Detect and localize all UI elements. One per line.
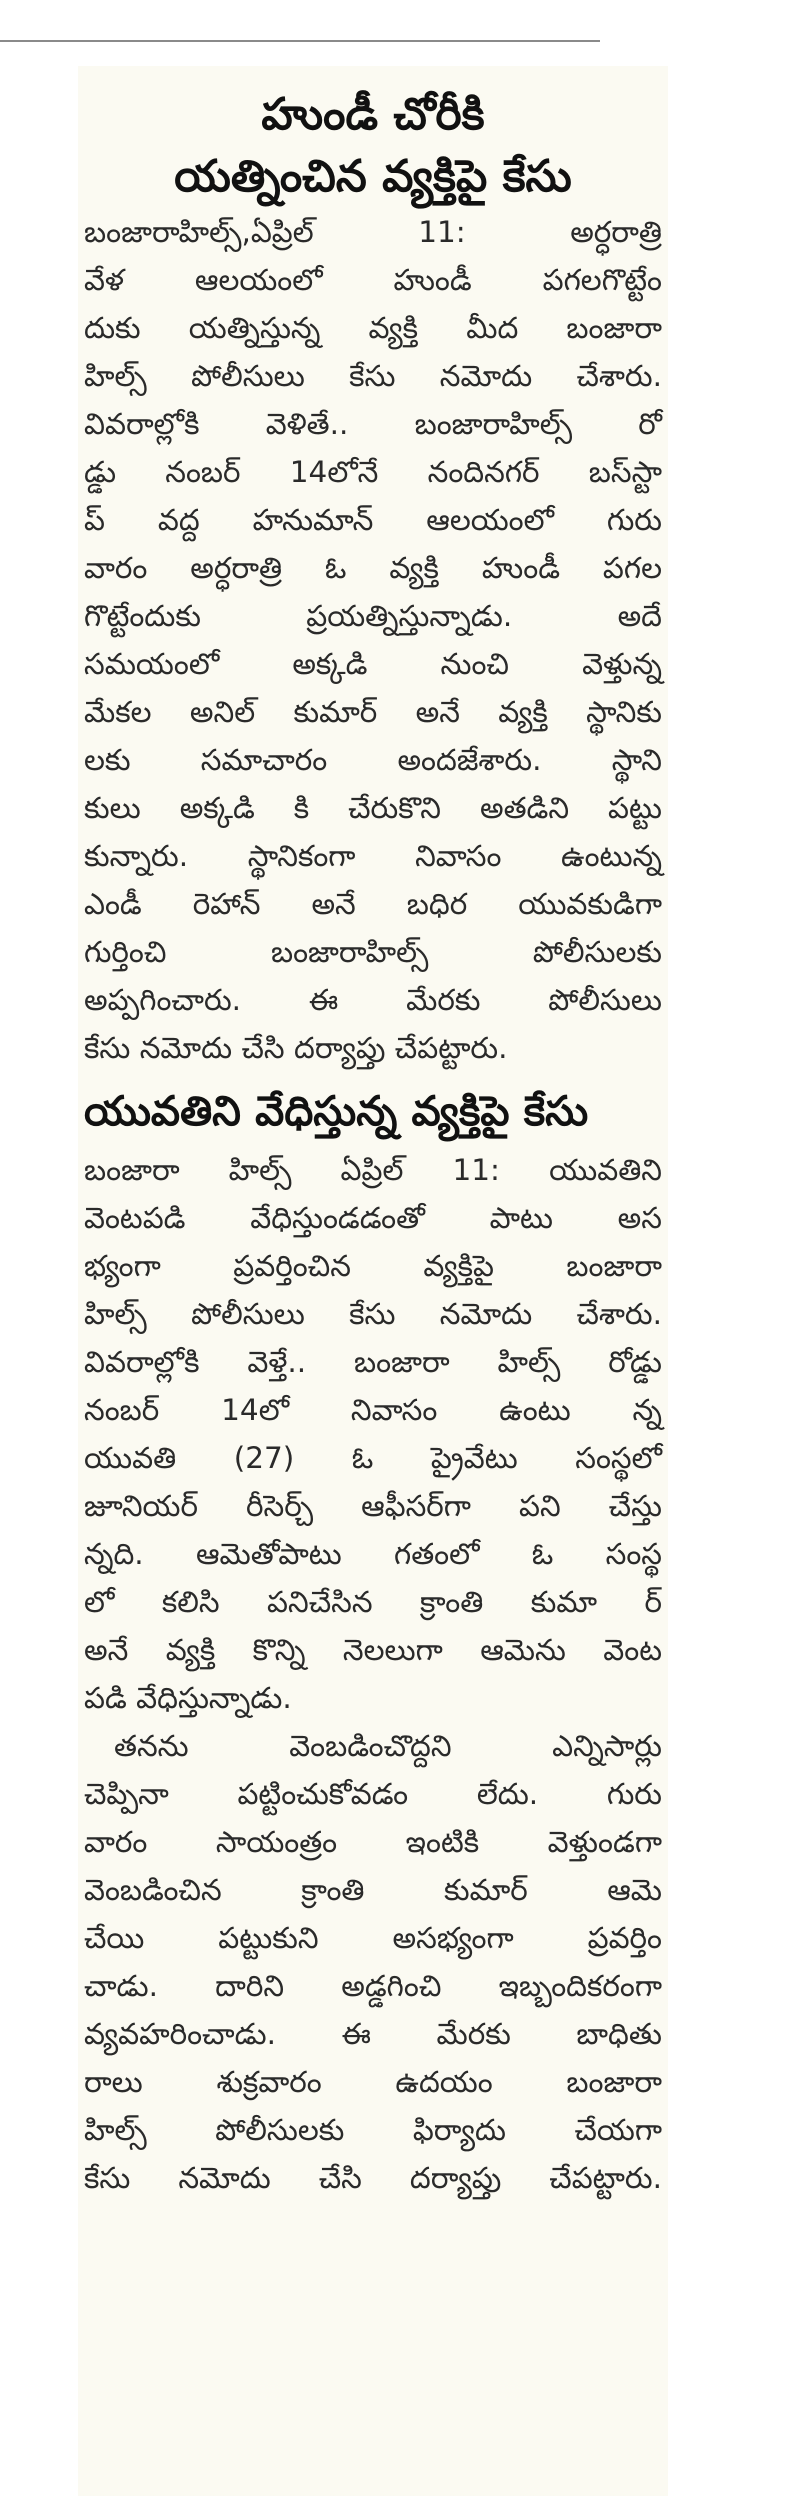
body-line: చేయి పట్టుకుని అసభ్యంగా ప్రవర్తిం: [84, 1921, 662, 1955]
body-line: వ్యవహరించాడు. ఈ మేరకు బాధితు: [84, 2017, 662, 2051]
body-line: వెంబడించిన క్రాంతి కుమార్ ఆమె: [84, 1873, 662, 1907]
body-line: కేసు నమోదు చేసి దర్యాప్తు చేపట్టారు.: [84, 2161, 662, 2195]
body-line: రాలు శుక్రవారం ఉదయం బంజారా: [84, 2065, 662, 2099]
body-line: గొట్టేందుకు ప్రయత్నిస్తున్నాడు. అదే: [84, 599, 662, 633]
body-line: యువతి (27) ఓ ప్రైవేటు సంస్థలో: [84, 1441, 662, 1475]
story2-body: [78, 1146, 668, 2202]
news-clipping: [78, 66, 668, 2496]
body-line: బంజారా హిల్స్ ఏప్రిల్ 11: యువతిని: [84, 1153, 662, 1187]
body-line: వారం సాయంత్రం ఇంటికి వెళ్తుండగా: [84, 1825, 662, 1859]
story1-headline-line: హుండీ చోరీకి: [261, 89, 485, 140]
body-line: నంబర్ 14లో నివాసం ఉంటు న్న: [84, 1393, 662, 1427]
body-line: కున్నారు. స్థానికంగా నివాసం ఉంటున్న: [84, 839, 662, 873]
body-line: వివరాల్లోకి వెళితే.. బంజారాహిల్స్ రో: [84, 407, 662, 441]
story2-headline: యువతిని వేధిస్తున్న వ్యక్తిపై కేసు: [84, 1087, 589, 1135]
story1-headline-line: యత్నించిన వ్యక్తిపై కేసు: [174, 151, 572, 202]
body-line: పడి వేధిస్తున్నాడు.: [84, 1681, 292, 1715]
body-line: లో కలిసి పనిచేసిన క్రాంతి కుమా ర్: [84, 1585, 662, 1619]
body-line: వారం అర్ధరాత్రి ఓ వ్యక్తి హుండీ పగల: [84, 551, 662, 585]
body-line: చెప్పినా పట్టించుకోవడం లేదు. గురు: [84, 1777, 662, 1811]
body-line: సమయంలో అక్కడి నుంచి వెళ్తున్న: [84, 647, 662, 681]
body-line: చాడు. దారిని అడ్డగించి ఇబ్బందికరంగా: [84, 1969, 662, 2003]
body-line: కులు అక్కడి కి చేరుకొని అతడిని పట్టు: [84, 791, 662, 825]
body-line: హిల్స్ పోలీసులు కేసు నమోదు చేశారు.: [84, 1297, 662, 1331]
body-line: బంజారాహిల్స్,ఏప్రిల్ 11: అర్ధరాత్రి: [84, 215, 662, 249]
body-line: భ్యంగా ప్రవర్తించిన వ్యక్తిపై బంజారా: [84, 1249, 662, 1283]
body-line: అనే వ్యక్తి కొన్ని నెలలుగా ఆమెను వెంట: [84, 1633, 662, 1667]
body-line: వివరాల్లోకి వెళ్తే.. బంజారా హిల్స్ రోడ్డు: [84, 1345, 662, 1379]
body-line: ఎండీ రెహాన్ అనే బధిర యువకుడిగా: [84, 887, 662, 921]
body-line: జూనియర్ రీసెర్చ్ ఆఫీసర్‌గా పని చేస్తు: [84, 1489, 662, 1523]
body-line: ప్ వద్ద హనుమాన్ ఆలయంలో గురు: [84, 503, 662, 537]
body-line: వెంటపడి వేధిస్తుండడంతో పాటు అస: [84, 1201, 662, 1235]
body-line: హిల్స్ పోలీసులకు ఫిర్యాదు చేయగా: [84, 2113, 662, 2147]
body-line: గుర్తించి బంజారాహిల్స్ పోలీసులకు: [84, 935, 662, 969]
story1-body: [78, 208, 668, 1072]
body-line: మేకల అనిల్ కుమార్ అనే వ్యక్తి స్థానికు: [84, 695, 662, 729]
body-line: హిల్స్ పోలీసులు కేసు నమోదు చేశారు.: [84, 359, 662, 393]
body-line: దుకు యత్నిస్తున్న వ్యక్తి మీద బంజారా: [84, 311, 662, 345]
body-line: న్నది. ఆమెతోపాటు గతంలో ఓ సంస్థ: [84, 1537, 662, 1571]
top-rule: [0, 40, 600, 42]
body-line: అప్పగించారు. ఈ మేరకు పోలీసులు: [84, 983, 662, 1017]
body-line: లకు సమాచారం అందజేశారు. స్థాని: [84, 743, 662, 777]
body-line: వేళ ఆలయంలో హుండీ పగలగొట్టేం: [84, 263, 662, 297]
body-line: తనను వెంబడించొద్దని ఎన్నిసార్లు: [114, 1729, 662, 1763]
story1-headline: [78, 84, 668, 208]
body-line: కేసు నమోదు చేసి దర్యాప్తు చేపట్టారు.: [84, 1031, 508, 1065]
body-line: డ్డు నంబర్ 14లోనే నందినగర్ బస్‌స్టా: [84, 455, 662, 489]
